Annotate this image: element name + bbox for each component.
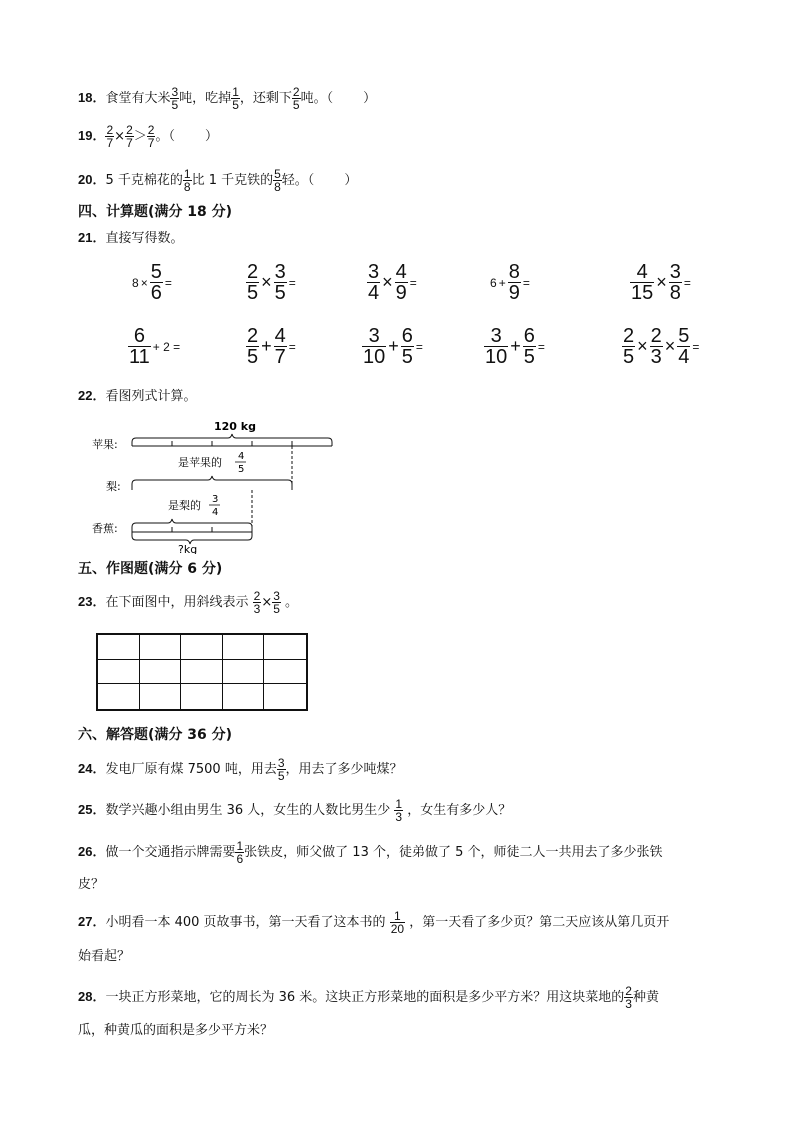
question-text: 小明看一本 400 页故事书，第一天看了这本书的 — [105, 915, 386, 930]
grid-cell[interactable] — [181, 684, 223, 709]
operator: × — [656, 272, 667, 292]
operator: × — [261, 272, 272, 292]
question-text: 。（ — [155, 129, 175, 144]
question-number: 20． — [78, 172, 106, 187]
pear-label: 梨: — [106, 480, 121, 493]
pear-note: 是苹果的 — [178, 456, 222, 469]
question-text: 看图列式计算。 — [105, 389, 197, 404]
grid-cell[interactable] — [223, 660, 265, 685]
question-text: 直接写得数。 — [105, 231, 184, 246]
banana-note: 是梨的 — [168, 499, 201, 512]
fraction: 3 10 — [363, 325, 386, 368]
operator: + — [388, 336, 399, 356]
fraction: $\frac{6}{5}$ — [401, 325, 413, 368]
calc-item-4 — [490, 262, 532, 303]
operator: × — [382, 272, 393, 292]
pear-fraction-num: 4 — [238, 451, 245, 462]
question-text: ，还剩下 — [239, 91, 292, 106]
question-text: ） — [204, 129, 218, 144]
question-text: ） — [344, 173, 358, 188]
equals: = — [692, 339, 700, 354]
grid-cell[interactable] — [264, 635, 306, 660]
equals: = — [522, 275, 530, 290]
operator: × — [637, 336, 648, 356]
question-26 — [78, 840, 663, 865]
segment-diagram — [88, 414, 348, 554]
shading-grid[interactable] — [96, 633, 308, 711]
fraction: $\frac{4}{7}$ — [274, 325, 286, 368]
question-text: 吨。（ — [300, 91, 334, 106]
number: 8 — [132, 275, 139, 290]
question-27 — [78, 910, 669, 935]
question-text: 数学兴趣小组由男生 36 人，女生的人数比男生少 — [105, 803, 391, 818]
number: 6 — [490, 275, 497, 290]
fraction: $\frac{1}{3}$ — [395, 797, 403, 824]
question-27-cont: 始看起？ — [78, 949, 131, 964]
fraction: $\frac{1}{8}$ — [183, 167, 191, 194]
banana-fraction-num: 3 — [212, 494, 219, 505]
fraction: $\frac{5}{8}$ — [274, 167, 281, 194]
question-text: 在下面图中，用斜线表示 — [105, 595, 249, 610]
grid-cell[interactable] — [98, 635, 140, 660]
grid-cell[interactable] — [98, 684, 140, 709]
fraction: $\frac{2}{3}$ — [253, 589, 261, 616]
question-text: 。 — [285, 595, 299, 610]
fraction: $\frac{2}{3}$ — [650, 325, 662, 368]
fraction: $\frac{5}{6}$ — [150, 261, 162, 304]
question-25 — [78, 798, 511, 823]
fraction: $\frac{1}{6}$ — [236, 839, 244, 866]
question-text: ） — [363, 91, 377, 106]
question-number: 18． — [78, 90, 106, 105]
question-number: 24． — [78, 761, 106, 776]
question-26-cont: 皮？ — [78, 877, 105, 892]
question-28 — [78, 985, 659, 1010]
question-text: 食堂有大米 — [105, 91, 171, 106]
calc-item-8 — [362, 326, 425, 367]
fraction: $\frac{5}{4}$ — [678, 325, 690, 368]
fraction: $\frac{4}{15}$ — [631, 261, 654, 304]
question-text: 5 千克棉花的 — [105, 173, 183, 188]
question-text: 张铁皮，师父做了 13 个，徒弟做了 5 个，师徒二人一共用去了多少张铁 — [244, 845, 663, 860]
question-text: ，第一天看了多少页？第二天应该从第几页开 — [409, 915, 670, 930]
unknown-label: ?kg — [178, 543, 198, 554]
question-text: 种黄 — [632, 990, 659, 1005]
equals: = — [288, 339, 296, 354]
pear-fraction-den: 5 — [238, 464, 245, 475]
equals: = — [164, 275, 172, 290]
apple-brace — [132, 434, 332, 446]
grid-cell[interactable] — [140, 684, 182, 709]
fraction: $\frac{3}{5}$ — [277, 756, 285, 783]
calc-item-2 — [246, 262, 298, 303]
fraction: $\frac{2}{7}$ — [126, 123, 133, 150]
question-number: 25． — [78, 802, 106, 817]
question-19 — [78, 124, 218, 149]
calc-item-1 — [132, 262, 174, 303]
fraction: $\frac{1}{20}$ — [390, 909, 405, 936]
fraction: $\frac{3}{4}$ — [368, 261, 380, 304]
question-number: 27． — [78, 914, 106, 929]
operator: × — [140, 275, 148, 290]
banana-fraction-den: 4 — [212, 507, 219, 518]
grid-cell[interactable] — [98, 660, 140, 685]
grid-cell[interactable] — [264, 684, 306, 709]
grid-cell[interactable] — [140, 660, 182, 685]
question-text: 轻。（ — [281, 173, 315, 188]
section-5-title: 五、作图题(满分 6 分) — [78, 561, 223, 577]
fraction: $\frac{3}{8}$ — [669, 261, 681, 304]
fraction: 3 10 — [485, 325, 508, 368]
equals: = — [409, 275, 417, 290]
fraction: $\frac{3}{5}$ — [274, 261, 286, 304]
question-number: 26． — [78, 844, 106, 859]
question-text: 吨，吃掉 — [179, 91, 232, 106]
question-number: 21． — [78, 230, 106, 245]
fraction: $\frac{3}{5}$ — [171, 85, 179, 112]
equals: = — [683, 275, 691, 290]
grid-cell[interactable] — [264, 660, 306, 685]
fraction: $\frac{8}{9}$ — [508, 261, 520, 304]
apple-label: 苹果: — [92, 438, 118, 451]
equals: = — [537, 339, 545, 354]
grid-cell[interactable] — [223, 684, 265, 709]
calc-item-5 — [630, 262, 693, 303]
question-22 — [78, 386, 196, 407]
calc-item-3 — [367, 262, 419, 303]
calc-item-7 — [246, 326, 298, 367]
question-number: 19． — [78, 128, 106, 143]
grid-cell[interactable] — [223, 635, 265, 660]
question-23 — [78, 590, 298, 615]
banana-brace — [132, 519, 252, 532]
question-text: ，用去了多少吨煤？ — [285, 762, 403, 777]
calc-item-10 — [622, 326, 701, 367]
question-text: 做一个交通指示牌需要 — [105, 845, 236, 860]
question-number: 22． — [78, 388, 106, 403]
question-18 — [78, 86, 376, 111]
fraction: $\frac{4}{9}$ — [395, 261, 407, 304]
fraction: $\frac{2}{7}$ — [106, 123, 114, 150]
fraction: $\frac{2}{3}$ — [625, 984, 632, 1011]
calc-item-6 — [128, 326, 182, 367]
fraction: 2 5 — [247, 325, 259, 368]
operator: + — [261, 336, 272, 356]
operator: + — [498, 275, 506, 290]
banana-label: 香蕉: — [92, 522, 118, 535]
question-number: 28． — [78, 989, 106, 1004]
question-text: ，女生有多少人？ — [407, 803, 512, 818]
operator: × — [261, 595, 273, 610]
question-text: 比 1 千克铁的 — [191, 173, 274, 188]
calc-item-9 — [484, 326, 547, 367]
question-number: 23． — [78, 594, 106, 609]
question-28-cont: 瓜，种黄瓜的面积是多少平方米？ — [78, 1023, 274, 1038]
fraction: $\frac{6}{5}$ — [523, 325, 535, 368]
pear-brace — [132, 476, 292, 490]
question-21 — [78, 228, 183, 249]
fraction: $\frac{2}{5}$ — [623, 325, 635, 368]
fraction: 6 11 — [129, 325, 150, 368]
fraction: $\frac{2}{5}$ — [292, 85, 300, 112]
operator: + — [510, 336, 521, 356]
fraction: $\frac{2}{7}$ — [147, 123, 155, 150]
operator: + 2 = — [152, 339, 181, 354]
operator: × — [114, 129, 126, 144]
grid-cell[interactable] — [181, 660, 223, 685]
section-4-title: 四、计算题(满分 18 分) — [78, 204, 233, 220]
question-20 — [78, 168, 357, 193]
question-text: 发电厂原有煤 7500 吨，用去 — [105, 762, 277, 777]
equals: = — [415, 339, 423, 354]
grid-cell[interactable] — [140, 635, 182, 660]
operator: ＞ — [133, 129, 147, 144]
equals: = — [288, 275, 296, 290]
question-24 — [78, 757, 403, 782]
operator: × — [664, 336, 676, 356]
section-6-title: 六、解答题(满分 36 分) — [78, 727, 233, 743]
question-text: 一块正方形菜地，它的周长为 36 米。这块正方形菜地的面积是多少平方米？用这块菜地的 — [105, 990, 625, 1005]
grid-cell[interactable] — [181, 635, 223, 660]
fraction: $\frac{1}{5}$ — [232, 85, 239, 112]
fraction: $\frac{2}{5}$ — [247, 261, 259, 304]
total-label: 120 kg — [214, 420, 256, 433]
fraction: $\frac{3}{5}$ — [273, 589, 280, 616]
